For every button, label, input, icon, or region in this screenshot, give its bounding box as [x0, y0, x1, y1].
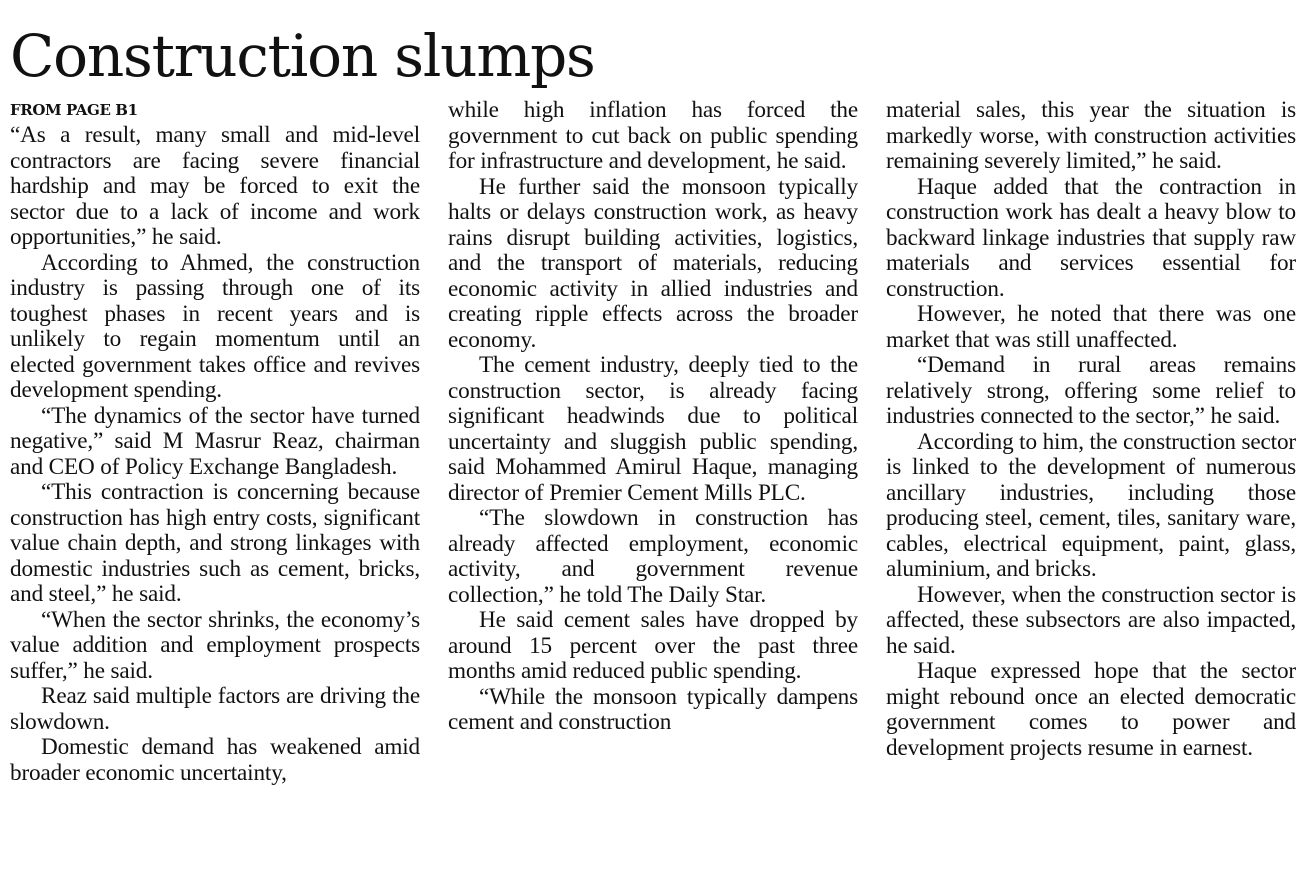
paragraph: Haque expressed hope that the sector might rebound once an elected democratic government comes to power and development projects resume in earnest. [886, 658, 1296, 761]
article-headline: Construction slumps [10, 22, 595, 90]
paragraph: “This contraction is concerning because construction has high entry costs, significant value chain depth, and strong linkages with domestic industries such as cement, bricks, and steel,” he said. [10, 479, 420, 607]
paragraph: Reaz said multiple factors are driving the slowdown. [10, 683, 420, 735]
paragraph: “The dynamics of the sector have turned negative,” said M Masrur Reaz, chairman and CEO of Policy Exchange Bangladesh. [10, 402, 420, 480]
paragraph: He further said the monsoon typically halts or delays construction work, as heavy rains disrupt building activities, logistics, and the transport of materials, reducing economic activity in allied industries and creating ripple effects across the broader economy. [448, 173, 858, 353]
paragraph: The cement industry, deeply tied to the construction sector, is already facing significant headwinds due to political uncertainty and sluggish public spending, said Mohammed Amirul Haque, managing director of Premier Cement Mills PLC. [448, 352, 858, 506]
paragraph: However, he noted that there was one market that was still unaffected. [886, 301, 1296, 353]
paragraph: “Demand in rural areas remains relatively strong, offering some relief to industries connected to the sector,” he said. [886, 352, 1296, 429]
continued-from-label: FROM PAGE B1 [10, 101, 138, 119]
paragraph: “As a result, many small and mid-level contractors are facing severe financial hardship and may be forced to exit the sector due to a lack of income and work opportunities,” he said. [10, 122, 420, 250]
text-column-1 [10, 98, 420, 786]
paragraph: “When the sector shrinks, the economy’s value addition and employment prospects suffer,” he said. [10, 606, 420, 684]
paragraph: while high inflation has forced the government to cut back on public spending for infrastructure and development, he said. [448, 98, 858, 174]
text-column-3 [886, 98, 1296, 761]
paragraph: Haque added that the contraction in construction work has dealt a heavy blow to backward linkage industries that supply raw materials and services essential for construction. [886, 173, 1296, 302]
article-body [10, 98, 1296, 874]
paragraph: According to Ahmed, the construction industry is passing through one of its toughest phases in recent years and is unlikely to regain momentum until an elected government takes office and revives development spending. [10, 249, 420, 403]
paragraph: Domestic demand has weakened amid broader economic uncertainty, [10, 734, 420, 786]
paragraph: material sales, this year the situation is markedly worse, with construction activities remaining severely limited,” he said. [886, 98, 1296, 174]
text-column-2 [448, 98, 858, 736]
paragraph: He said cement sales have dropped by around 15 percent over the past three months amid reduced public spending. [448, 607, 858, 684]
paragraph: According to him, the construction sector is linked to the development of numerous ancillary industries, including those producing steel, cement, tiles, sanitary ware, cables, electrical equipment, paint, glass, aluminium, and bricks. [886, 428, 1296, 582]
paragraph: “The slowdown in construction has already affected employment, economic activity, and government revenue collection,” he told The Daily Star. [448, 505, 858, 608]
paragraph: However, when the construction sector is affected, these subsectors are also impacted, he said. [886, 581, 1296, 659]
paragraph: “While the monsoon typically dampens cement and construction [448, 683, 858, 735]
